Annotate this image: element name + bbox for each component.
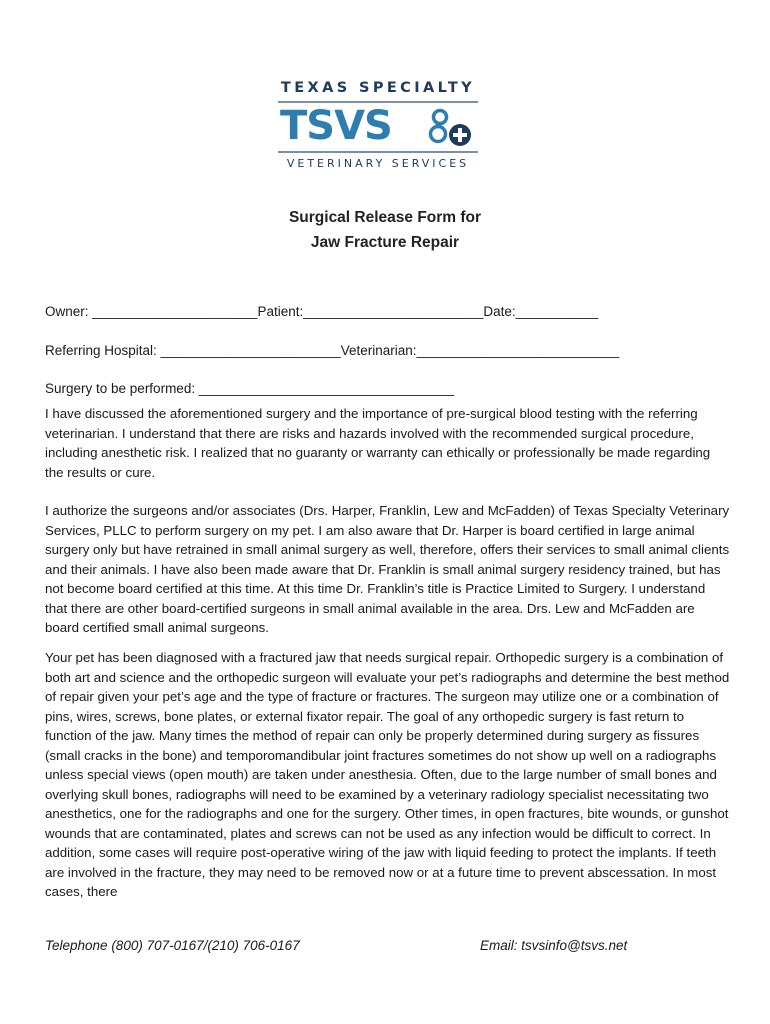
- surgery-to-be-performed-row[interactable]: Surgery to be performed: __________________________________: [45, 381, 455, 396]
- veterinary-plus-logo-mark-icon: [428, 108, 474, 150]
- logo-bottom-text: VETERINARY SERVICES: [286, 157, 470, 170]
- footer-email[interactable]: Email: tsvsinfo@tsvs.net: [480, 938, 628, 953]
- logo-top-text: TEXAS SPECIALTY: [280, 80, 476, 96]
- form-title-line-2: Jaw Fracture Repair: [310, 234, 460, 251]
- footer-telephone: Telephone (800) 707-0167/(210) 706-0167: [45, 938, 300, 953]
- referring-hospital-veterinarian-row[interactable]: Referring Hospital: ________________________Veterinarian:___________________________: [45, 343, 620, 358]
- form-title-line-1: Surgical Release Form for: [288, 209, 482, 226]
- risk-acknowledgement-paragraph: I have discussed the aforementioned surgery and the importance of pre-surgical blood testing with the referring veterinarian. I understand that there are risks and hazards involved with the recommended surgical procedure, including anesthetic risk. I realized that no guaranty or warranty can ethically or professionally be made regarding the results or cure.: [45, 406, 711, 480]
- owner-patient-date-row[interactable]: Owner: ______________________Patient:________________________Date:___________: [45, 304, 599, 319]
- surgeon-authorization-paragraph: I authorize the surgeons and/or associates (Drs. Harper, Franklin, Lew and McFadden) of Texas Specialty Veterinary Services, PLLC to perform surgery on my pet. I am also aware that Dr. Harper is board certified in large animal surgery only but have retrained in small animal surgery as well, therefore, offers their services to small animal clients and their animals. I have also been made aware that Dr. Franklin is small animal surgery residency trained, but has not become board certified at this time. At this time Dr. Franklin’s title is Practice Limited to Surgery. I understand that there are other board-certified surgeons in small animal available in the area. Drs. Lew and McFadden are board certified small animal surgeons.: [45, 503, 730, 635]
- logo-divider-bottom: [278, 151, 478, 153]
- jaw-fracture-diagnosis-paragraph: Your pet has been diagnosed with a fractured jaw that needs surgical repair. Orthopedic surgery is a combination of both art and science and the orthopedic surgeon will evaluate your pet’s radiographs and determine the best method of repair given your pet’s age and the type of fracture or fractures. The surgeon may utilize one or a combination of pins, wires, screws, bone plates, or external fixator repair. The goal of any orthopedic surgery is fast return to function of the jaw. Many times the method of repair can only be properly determined during surgery as fissures (small cracks in the bone) and temporomandibular joint fractures sometimes do not show up well on a radiographs unless special views (open mouth) are taken under anesthesia. Often, due to the large number of small bones and overlying skull bones, radiographs will need to be examined by a veterinary radiology specialist necessitating two anesthetics, one for the radiographs and one for the surgery. Other times, in open fractures, bite wounds, or gunshot wounds that are contaminated, plates and screws can not be used as any infection would be difficult to correct. In addition, some cases will require post-operative wiring of the jaw with liquid feeding to protect the implants. If teeth are involved in the fracture, they may need to be removed now or at a future time to prevent abscessation. In most cases, there: [45, 650, 730, 899]
- logo-main-text: TSVS: [280, 103, 392, 149]
- tsvs-logo: [278, 80, 478, 172]
